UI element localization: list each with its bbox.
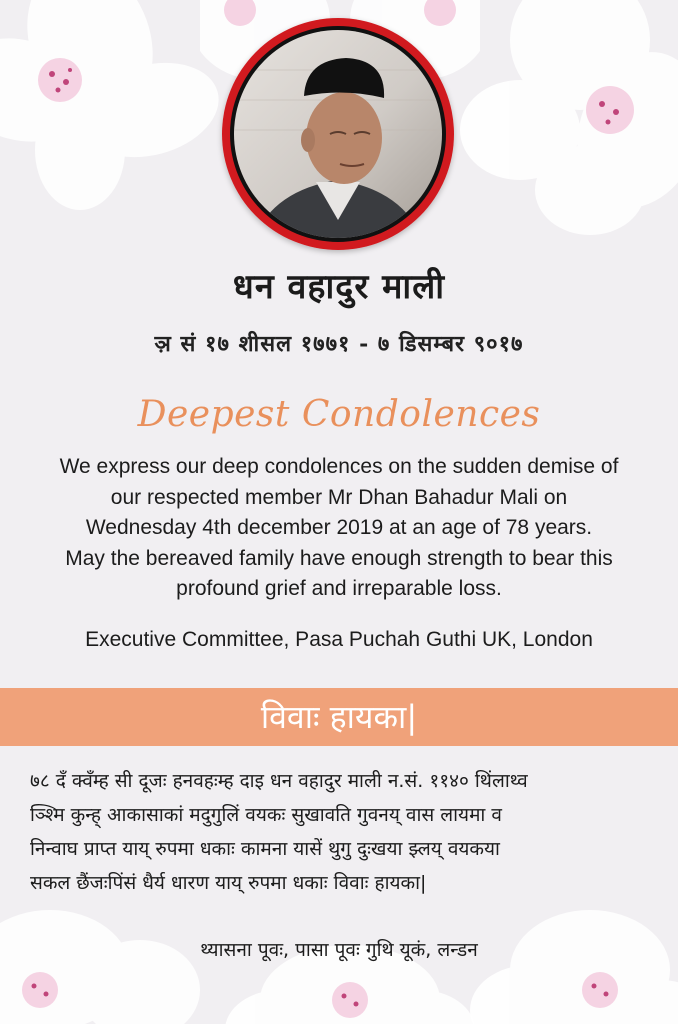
signature: Executive Committee, Pasa Puchah Guthi UK, London (85, 628, 593, 651)
message-line: our respected member Mr Dhan Bahadur Mali on (110, 485, 568, 509)
orchid-flower-top-left (0, 0, 220, 210)
condolence-message (20, 452, 658, 605)
footer-signature: थ्यासना पूवः, पासा पूवः गुथि यूकं, लन्डन (200, 939, 478, 961)
life-dates: ञ़ सं १७ शीसल १७७१ - ७ डिसम्बर ९०१७ (154, 331, 524, 357)
message-line: profound grief and irreparable loss. (176, 577, 502, 600)
newari-line: ञ्‍श्‍मि कुन्ह्‌ आकासाकां मदुगुलिं वयकः सुखावति गुवनय्‌ वास लायमा व (30, 804, 502, 826)
condolences-heading: Deepest Condolences (137, 394, 541, 435)
newari-line: निन्‍वाघ प्राप्‍त याय् रुपमा धकाः कामना यासें थुगु दुःखया झ्‍लय्‌ वयकया (30, 838, 500, 860)
portrait-frame (222, 18, 454, 250)
newari-line: ७८ दँ क्वँम्ह सी दूजः हनवहःम्ह दाइ धन वहादुर माली न.सं. ११४० थिंलाथ्व (30, 770, 528, 792)
banner-label: विवाः हायका| (260, 698, 418, 736)
portrait-figure (234, 30, 442, 238)
portrait-photo (234, 30, 442, 238)
message-line: We express our deep condolences on the sudden demise of (59, 455, 619, 478)
deceased-name: धन वहादुर माली (232, 267, 446, 307)
banner (0, 688, 678, 746)
newari-message (30, 764, 656, 900)
newari-line: सकल छैंजःपिंसं धैर्य धारण याय् रुपमा धकाः विवाः हायका| (30, 872, 427, 894)
message-line: May the bereaved family have enough strength to bear this (65, 546, 613, 570)
message-line: Wednesday 4th december 2019 at an age of 78 years. (85, 516, 593, 539)
